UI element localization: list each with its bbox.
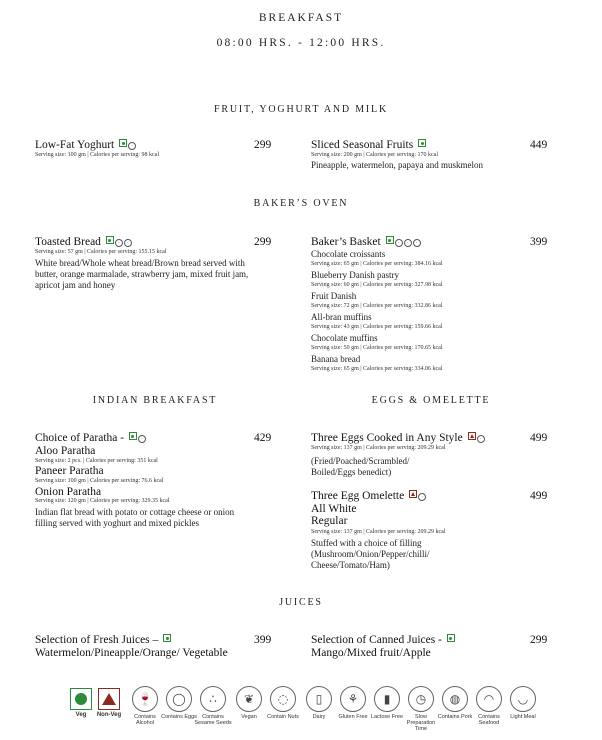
item-description: Pineapple, watermelon, papaya and muskmelon: [311, 160, 483, 170]
item-name: Three Egg Omelette: [311, 490, 405, 502]
item-price: 299: [530, 634, 548, 646]
item-description: Mango/Mixed fruit/Apple: [311, 647, 431, 659]
veg-mark-icon: [129, 432, 137, 440]
bowl-icon: ◡: [510, 686, 536, 712]
nonveg-mark-icon: [98, 688, 120, 710]
veg-mark-icon: [418, 139, 426, 147]
section-indian-breakfast: INDIAN BREAKFAST: [92, 395, 218, 406]
item-toasted-bread[interactable]: [35, 236, 132, 248]
veg-mark-icon: [119, 139, 127, 147]
item-price: 449: [530, 139, 548, 151]
sub-item-name: Onion Paratha: [35, 486, 102, 498]
item-name: Choice of Paratha -: [35, 432, 125, 444]
item-sliced-fruits[interactable]: [311, 139, 426, 151]
dietary-legend: [62, 686, 542, 736]
legend-nonveg: [90, 686, 128, 718]
sub-item-meta: Serving size: 50 gm | Calories per serving: 170.65 kcal: [311, 345, 443, 351]
legend-pork: [436, 686, 474, 720]
wheat-icon: ⚘: [340, 686, 366, 712]
legend-label: Gluten Free: [338, 714, 368, 720]
dairy-icon: ·: [128, 142, 136, 150]
item-meta: Serving size: 57 gm | Calories per serving: 155.15 kcal: [35, 249, 167, 255]
item-paratha[interactable]: [35, 432, 146, 444]
veg-mark-icon: [70, 688, 92, 710]
veg-mark-icon: [386, 236, 394, 244]
shell-icon: ◠: [476, 686, 502, 712]
dairy-icon: ·: [138, 435, 146, 443]
sub-item-name: Paneer Paratha: [35, 465, 104, 477]
item-three-eggs[interactable]: [311, 432, 485, 444]
nonveg-mark-icon: [468, 432, 476, 440]
legend-label: Dairy: [312, 714, 326, 720]
egg-icon: ·: [477, 435, 485, 443]
egg-icon: ·: [413, 239, 421, 247]
sub-item-name: Aloo Paratha: [35, 445, 96, 457]
item-description: Watermelon/Pineapple/Orange/ Vegetable: [35, 647, 228, 659]
pig-icon: ◍: [442, 686, 468, 712]
legend-slow-prep: [402, 686, 440, 732]
sub-item-name: Chocolate croissants: [311, 249, 386, 259]
item-name: Low-Fat Yoghurt: [35, 139, 115, 151]
legend-label: Light Meal: [510, 714, 536, 720]
legend-alcohol: [126, 686, 164, 726]
item-name: Baker’s Basket: [311, 236, 381, 248]
legend-label: Contains Pork: [437, 714, 473, 720]
sub-item-meta: Serving size: 2 pcs. | Calories per serving: 351 kcal: [35, 458, 158, 464]
sub-item-name: Chocolate muffins: [311, 333, 378, 343]
item-price: 499: [530, 432, 548, 444]
legend-eggs: [160, 686, 198, 720]
sub-item-meta: Serving size: 100 gm | Calories per serving: 76.6 kcal: [35, 478, 164, 484]
nut-icon: ◌: [270, 686, 296, 712]
sub-item-meta: Serving size: 120 gm | Calories per serving: 329.35 kcal: [35, 498, 170, 504]
legend-label: Contains Seafood: [478, 714, 500, 726]
legend-label: Vegan: [241, 714, 257, 720]
legend-nuts: [264, 686, 302, 720]
legend-label: Non-Veg: [96, 712, 122, 718]
section-eggs-omelette: EGGS & OMELETTE: [371, 395, 491, 406]
section-juices: JUICES: [279, 597, 323, 608]
legend-vegan: [230, 686, 268, 720]
section-bakers-oven: BAKER’S OVEN: [253, 198, 349, 209]
item-omelette[interactable]: [311, 490, 426, 502]
legend-label: Slow Preparation Time: [406, 714, 436, 732]
legend-label: Contain Nuts: [267, 714, 299, 720]
sub-item-name: Fruit Danish: [311, 291, 357, 301]
item-low-fat-yoghurt[interactable]: [35, 139, 136, 151]
item-meta: Serving size: 100 gm | Calories per serving: 98 kcal: [35, 152, 160, 158]
dairy-icon: ·: [395, 239, 403, 247]
veg-mark-icon: [447, 634, 455, 642]
item-price: 299: [254, 236, 272, 248]
egg-icon: ◯: [166, 686, 192, 712]
sub-item-meta: Serving size: 65 gm | Calories per serving: 334.06 kcal: [311, 366, 443, 372]
sub-item-meta: Serving size: 72 gm | Calories per serving: 332.86 kcal: [311, 303, 443, 309]
sub-item-meta: Serving size: 43 gm | Calories per serving: 159.66 kcal: [311, 324, 443, 330]
gluten-icon: ·: [124, 239, 132, 247]
legend-label: Lactose Free: [370, 714, 404, 720]
sub-item-name: All White: [311, 503, 357, 515]
item-price: 299: [254, 139, 272, 151]
sub-item-name: Regular: [311, 515, 348, 527]
egg-icon: ·: [418, 493, 426, 501]
nonveg-mark-icon: [409, 490, 417, 498]
sub-item-name: Banana bread: [311, 354, 361, 364]
menu-title: BREAKFAST: [258, 12, 344, 24]
leaf-icon: ❦: [236, 686, 262, 712]
item-name: Three Eggs Cooked in Any Style: [311, 432, 463, 444]
legend-light-meal: [504, 686, 542, 720]
item-meta: Serving size: 137 gm | Calories per serving: 209.29 kcal: [311, 445, 446, 451]
item-description: White bread/Whole wheat bread/Brown bread served with butter, orange marmalade, strawberry jam, mixed fruit jam, apricot jam and honey: [35, 258, 249, 290]
item-name: Selection of Fresh Juices –: [35, 634, 159, 646]
item-name: Toasted Bread: [35, 236, 101, 248]
legend-lactose-free: [368, 686, 406, 720]
sesame-icon: ∴: [200, 686, 226, 712]
item-name: Selection of Canned Juices -: [311, 634, 442, 646]
item-fresh-juices[interactable]: [35, 634, 171, 646]
item-description: Indian flat bread with potato or cottage cheese or onion filling served with yoghurt and mixed pickles: [35, 507, 235, 528]
item-price: 399: [254, 634, 272, 646]
legend-sesame: [194, 686, 232, 726]
alcohol-icon: 🍷: [132, 686, 158, 712]
sub-item-name: Blueberry Danish pastry: [311, 270, 399, 280]
veg-mark-icon: [106, 236, 114, 244]
item-meta: Serving size: 200 gm | Calories per serving: 170 kcal: [311, 152, 439, 158]
item-bakers-basket[interactable]: [311, 236, 421, 248]
bottle-icon: ▮: [374, 686, 400, 712]
legend-label: Contains Eggs: [161, 714, 197, 720]
legend-label: Contains Sesame Seeds: [194, 714, 232, 726]
legend-seafood: [470, 686, 508, 726]
clock-icon: ◷: [408, 686, 434, 712]
sub-item-meta: Serving size: 65 gm | Calories per serving: 384.16 kcal: [311, 261, 443, 267]
item-description: (Fried/Poached/Scrambled/ Boiled/Eggs benedict): [311, 456, 410, 477]
item-price: 499: [530, 490, 548, 502]
sub-item-meta: Serving size: 60 gm | Calories per serving: 327.98 kcal: [311, 282, 443, 288]
milk-icon: ▯: [306, 686, 332, 712]
item-price: 399: [530, 236, 548, 248]
legend-label: Veg: [75, 712, 87, 718]
section-fruit: FRUIT, YOGHURT AND MILK: [214, 104, 388, 115]
legend-gluten-free: [334, 686, 372, 720]
item-description: Stuffed with a choice of filling (Mushroom/Onion/Pepper/chilli/ Cheese/Tomato/Ham): [311, 538, 430, 570]
item-name: Sliced Seasonal Fruits: [311, 139, 414, 151]
veg-mark-icon: [163, 634, 171, 642]
legend-label: Contains Alcohol: [134, 714, 156, 726]
dairy-icon: ·: [115, 239, 123, 247]
legend-dairy: [300, 686, 338, 720]
item-meta: Serving size: 137 gm | Calories per serving: 209.29 kcal: [311, 529, 446, 535]
item-canned-juices[interactable]: [311, 634, 455, 646]
item-price: 429: [254, 432, 272, 444]
gluten-icon: ·: [404, 239, 412, 247]
sub-item-name: All-bran muffins: [311, 312, 372, 322]
service-hours: 08:00 HRS. - 12:00 HRS.: [216, 37, 386, 49]
